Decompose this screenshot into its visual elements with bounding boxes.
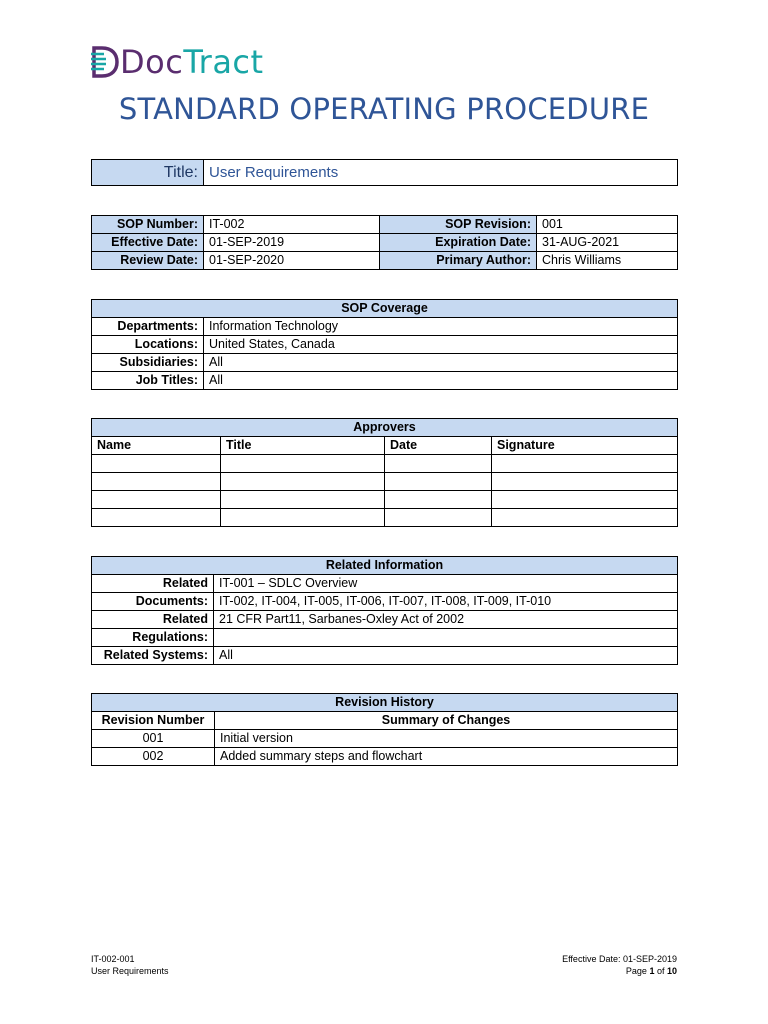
related-documents-label-2: Documents: bbox=[92, 593, 214, 611]
approver-row bbox=[92, 473, 678, 491]
approvers-col-title: Title bbox=[221, 437, 385, 455]
approvers-col-signature: Signature bbox=[492, 437, 678, 455]
related-documents-label-1: Related bbox=[92, 575, 214, 593]
sop-revision-value: 001 bbox=[537, 216, 678, 234]
footer-doc-title: User Requirements bbox=[91, 966, 169, 976]
related-systems-label: Related Systems: bbox=[92, 647, 214, 665]
approver-row bbox=[92, 455, 678, 473]
effective-date-value: 01-SEP-2019 bbox=[204, 234, 380, 252]
related-documents-line-1: IT-001 – SDLC Overview bbox=[214, 575, 678, 593]
approver-row bbox=[92, 509, 678, 527]
footer-doc-id: IT-002-001 bbox=[91, 954, 135, 964]
page-of: of bbox=[654, 966, 667, 976]
sop-info-table bbox=[91, 215, 678, 270]
related-regulations-label-1: Related bbox=[92, 611, 214, 629]
doctract-logo bbox=[90, 42, 264, 82]
coverage-value: Information Technology bbox=[204, 318, 678, 336]
coverage-label: Locations: bbox=[92, 336, 204, 354]
coverage-label: Job Titles: bbox=[92, 372, 204, 390]
revision-number-column-header: Revision Number bbox=[92, 712, 215, 730]
related-information-header: Related Information bbox=[92, 557, 678, 575]
revision-number: 001 bbox=[92, 730, 215, 748]
expiration-date-label: Expiration Date: bbox=[380, 234, 537, 252]
logo-text-doc: Doc bbox=[120, 43, 184, 81]
summary-column-header: Summary of Changes bbox=[215, 712, 678, 730]
page-prefix: Page bbox=[625, 966, 650, 976]
title-table bbox=[91, 159, 678, 186]
sop-number-value: IT-002 bbox=[204, 216, 380, 234]
sop-revision-label: SOP Revision: bbox=[380, 216, 537, 234]
coverage-label: Departments: bbox=[92, 318, 204, 336]
revision-history-header: Revision History bbox=[92, 694, 678, 712]
revision-summary: Added summary steps and flowchart bbox=[215, 748, 678, 766]
review-date-label: Review Date: bbox=[92, 252, 204, 270]
sop-number-label: SOP Number: bbox=[92, 216, 204, 234]
related-documents-line-2: IT-002, IT-004, IT-005, IT-006, IT-007, IT-008, IT-009, IT-010 bbox=[214, 593, 678, 611]
title-value: User Requirements bbox=[204, 160, 678, 186]
sop-coverage-table bbox=[91, 299, 678, 390]
sop-coverage-header: SOP Coverage bbox=[92, 300, 678, 318]
related-information-table bbox=[91, 556, 678, 665]
approvers-col-date: Date bbox=[385, 437, 492, 455]
expiration-date-value: 31-AUG-2021 bbox=[537, 234, 678, 252]
primary-author-label: Primary Author: bbox=[380, 252, 537, 270]
related-systems-value: All bbox=[214, 647, 678, 665]
revision-number: 002 bbox=[92, 748, 215, 766]
revision-history-table bbox=[91, 693, 678, 766]
coverage-value: United States, Canada bbox=[204, 336, 678, 354]
approvers-header: Approvers bbox=[92, 419, 678, 437]
page-title: STANDARD OPERATING PROCEDURE bbox=[118, 92, 650, 126]
approvers-col-name: Name bbox=[92, 437, 221, 455]
logo-text-tract: Tract bbox=[183, 43, 264, 81]
coverage-label: Subsidiaries: bbox=[92, 354, 204, 372]
footer-effective-date: Effective Date: 01-SEP-2019 bbox=[562, 954, 677, 964]
footer-right bbox=[562, 953, 677, 977]
table-row bbox=[92, 748, 678, 766]
footer-page-number bbox=[562, 965, 677, 977]
revision-summary: Initial version bbox=[215, 730, 678, 748]
coverage-value: All bbox=[204, 372, 678, 390]
primary-author-value: Chris Williams bbox=[537, 252, 678, 270]
page-total: 10 bbox=[666, 966, 677, 976]
review-date-value: 01-SEP-2020 bbox=[204, 252, 380, 270]
footer-left bbox=[91, 953, 169, 977]
page-current: 1 bbox=[649, 966, 655, 976]
approver-row bbox=[92, 491, 678, 509]
effective-date-label: Effective Date: bbox=[92, 234, 204, 252]
related-regulations-label-2: Regulations: bbox=[92, 629, 214, 647]
related-regulations-value: 21 CFR Part11, Sarbanes-Oxley Act of 2002 bbox=[214, 611, 678, 629]
doctract-logo-icon bbox=[90, 42, 120, 82]
approvers-table bbox=[91, 418, 678, 527]
coverage-value: All bbox=[204, 354, 678, 372]
title-label: Title: bbox=[92, 160, 204, 186]
table-row bbox=[92, 730, 678, 748]
